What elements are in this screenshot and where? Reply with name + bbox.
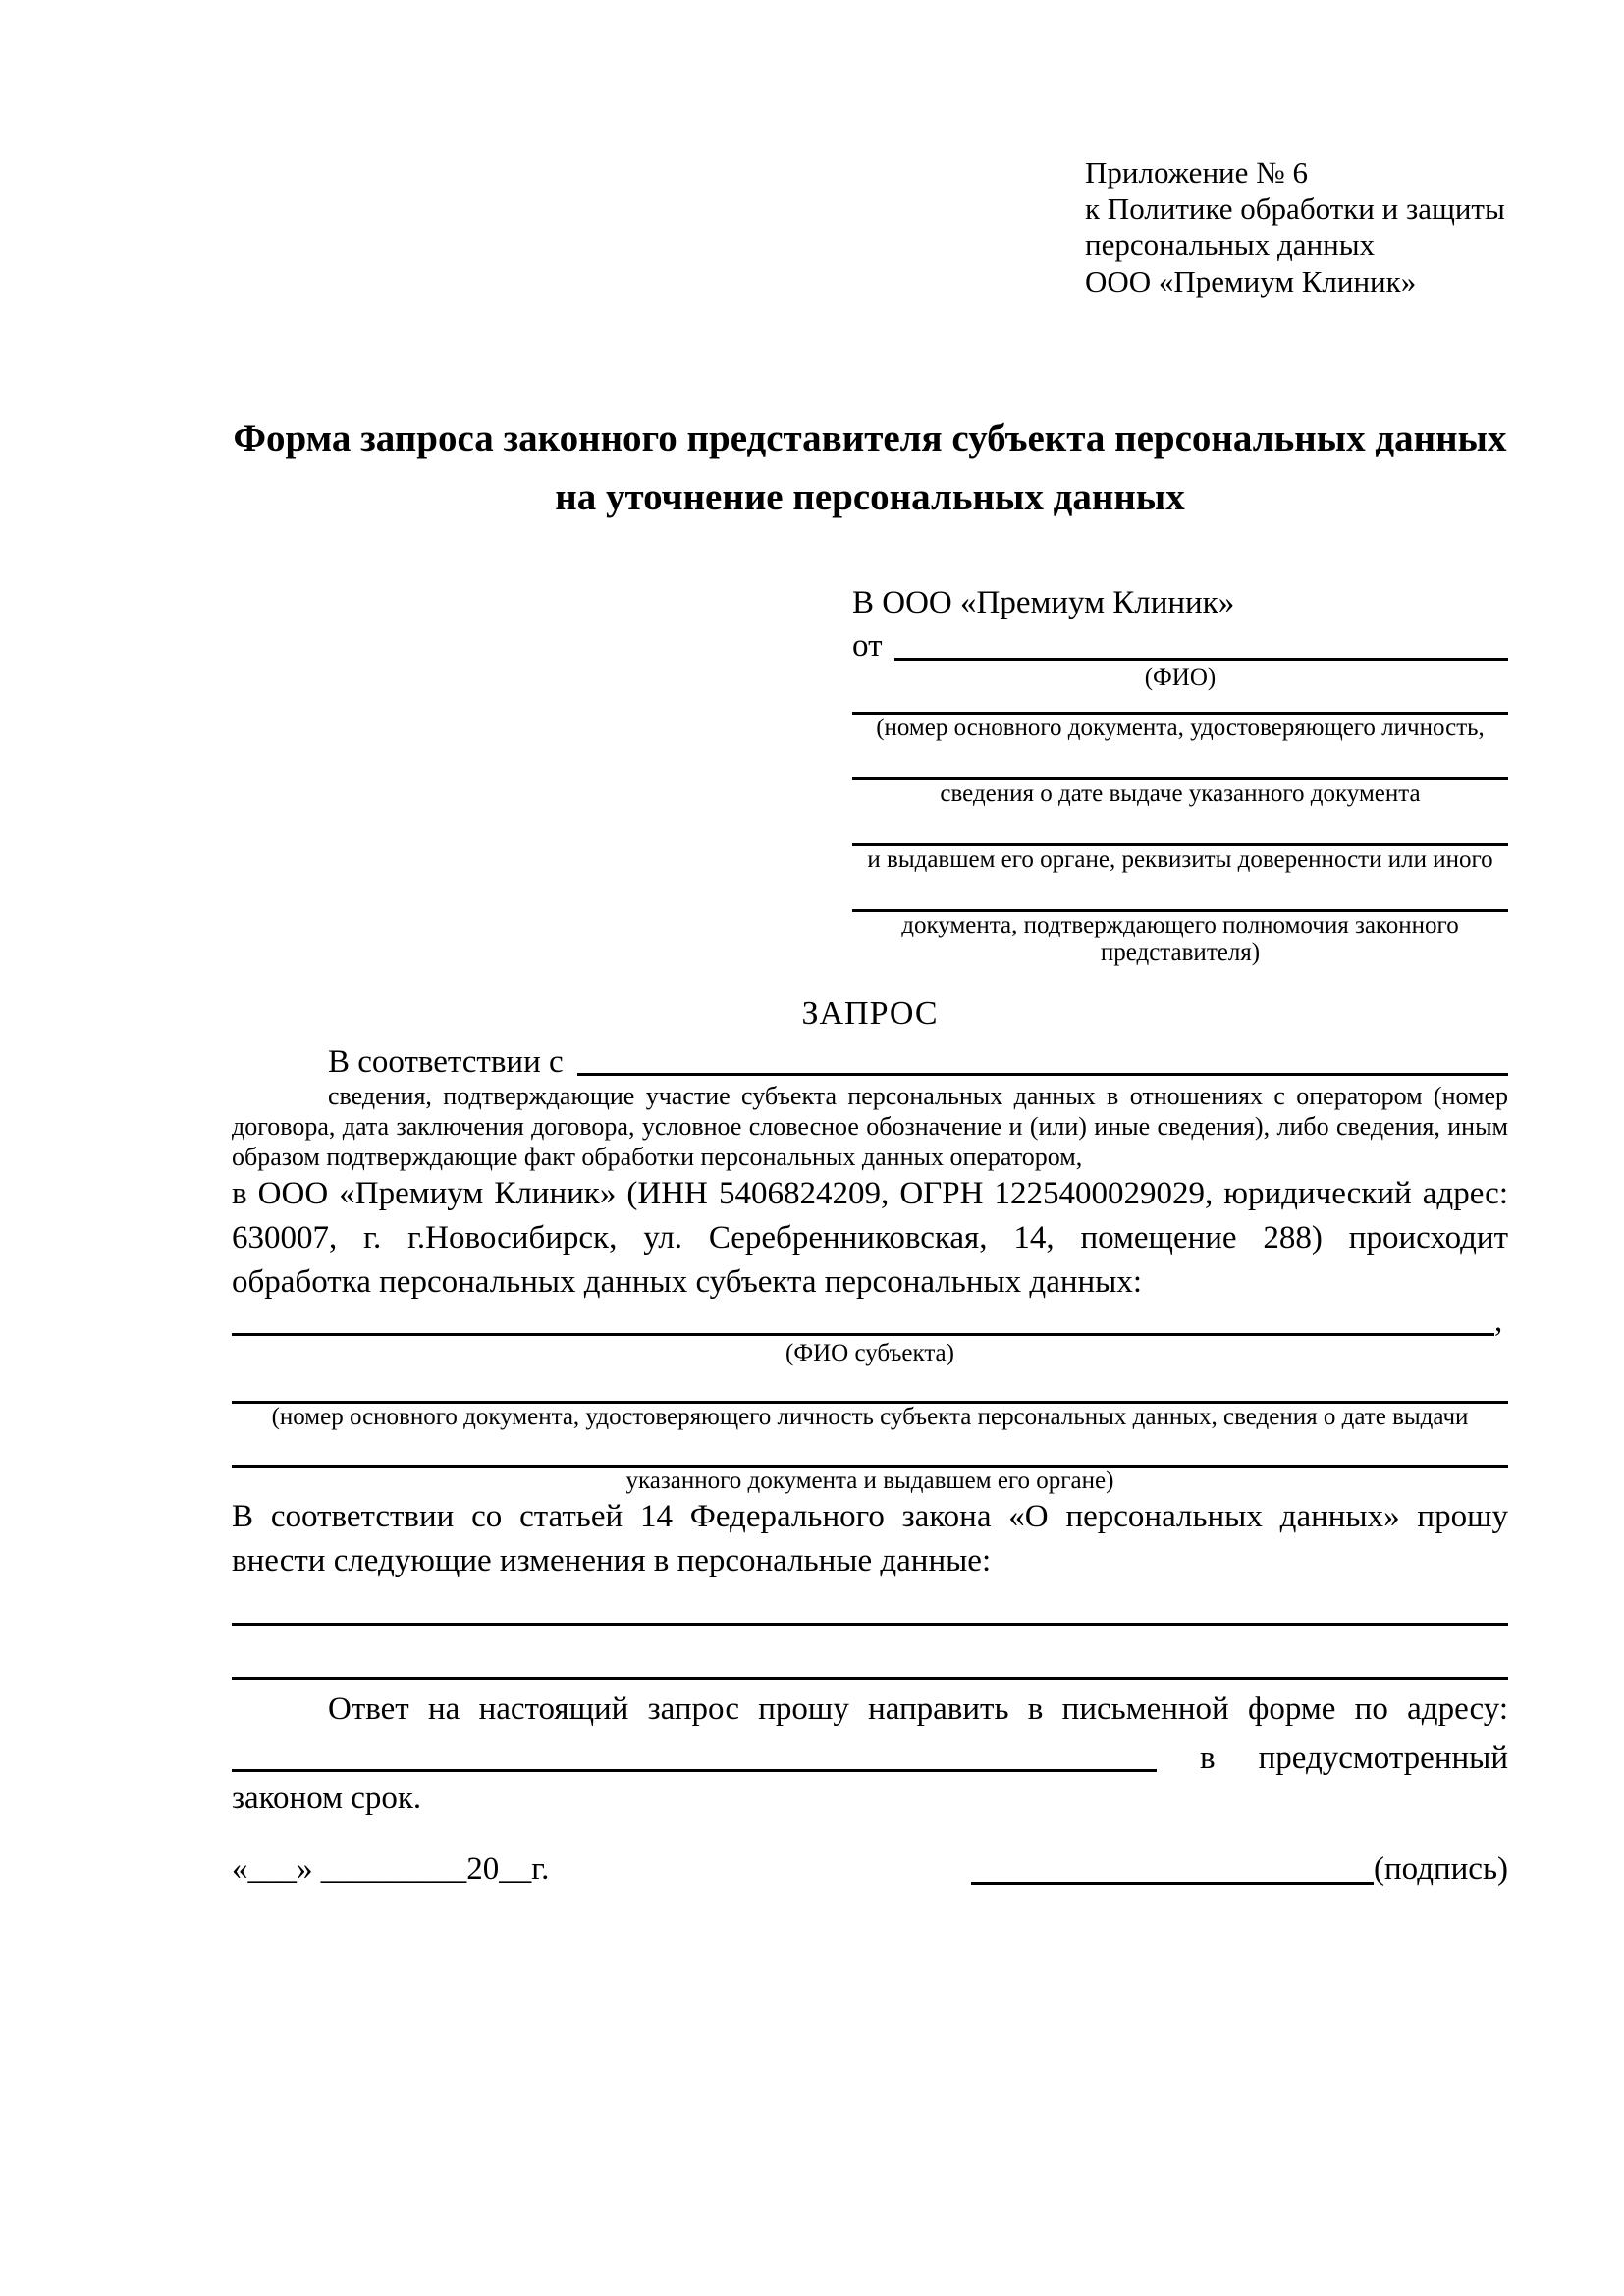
appendix-header xyxy=(1085,154,1508,299)
subject-fio-field xyxy=(232,1305,1508,1340)
answer-address-blank-line xyxy=(232,1769,1157,1772)
date-blank: «___» _________20__г. xyxy=(232,1851,550,1887)
from-field xyxy=(852,623,1508,665)
policy-reference-line1: к Политике обработки и защиты xyxy=(1085,191,1505,226)
subject-doc-field xyxy=(232,1367,1508,1431)
appendix-number: Приложение № 6 xyxy=(1085,155,1308,189)
answer-address-field xyxy=(232,1732,1508,1777)
changes-blank-line-1 xyxy=(232,1623,1508,1626)
addressee-company: В ООО «Премиум Клиник» xyxy=(852,585,1235,620)
form-title-line2: на уточнение персональных данных xyxy=(555,476,1185,518)
blank-line xyxy=(852,874,1508,912)
field-caption: (номер основного документа, удостоверяющего личность, xyxy=(876,715,1485,741)
subject-doc-field xyxy=(232,1431,1508,1495)
subject-doc-caption1: (номер основного документа, удостоверяющего личность субъекта персональных данных, сведения о дате выдачи xyxy=(271,1404,1469,1430)
basis-blank-line xyxy=(577,1073,1508,1076)
field-caption: и выдавшем его органе, реквизиты доверенности или иного xyxy=(867,846,1493,873)
representative-doc-field xyxy=(852,692,1508,742)
blank-line xyxy=(852,692,1508,715)
request-heading: ЗАПРОС xyxy=(801,995,939,1032)
basis-label: В соответствии с xyxy=(328,1044,564,1080)
policy-reference-line2: персональных данных xyxy=(1085,228,1376,262)
operator-paragraph: в ООО «Премиум Клиник» (ИНН 5406824209, ОГРН 1225400029029, юридический адрес: 630007, г. г.Новосибирск, ул. Серебренниковская, 14, помещение 288) происходит обработка персональных данных субъекта персональных данных: xyxy=(232,1176,1508,1300)
changes-blank-line-2 xyxy=(232,1677,1508,1680)
basis-field xyxy=(232,1036,1508,1081)
signature-row xyxy=(232,1848,1508,1890)
blank-line xyxy=(852,742,1508,780)
representative-doc-field xyxy=(852,874,1508,967)
subject-doc-caption2: указанного документа и выдавшем его органе) xyxy=(625,1468,1114,1494)
law-paragraph: В соответствии со статьей 14 Федерального закона «О персональных данных» прошу внести следующие изменения в персональные данные: xyxy=(232,1499,1508,1578)
form-title-line1: Форма запроса законного представителя субъекта персональных данных xyxy=(233,417,1507,459)
answer-paragraph-tail: законом срок. xyxy=(232,1781,422,1816)
subject-fio-blank-line xyxy=(232,1333,1494,1336)
subject-fio-caption: (ФИО субъекта) xyxy=(785,1340,954,1366)
fio-caption: (ФИО) xyxy=(1144,665,1217,691)
signature-blank-line xyxy=(971,1882,1374,1885)
blank-line xyxy=(852,808,1508,846)
representative-doc-field xyxy=(852,808,1508,874)
signature-caption: (подпись) xyxy=(1374,1851,1508,1887)
signature-field xyxy=(971,1848,1508,1890)
company-name: ООО «Премиум Клиник» xyxy=(1085,264,1417,298)
basis-footnote: сведения, подтверждающие участие субъекта персональных данных в отношениях с оператором (номер договора, дата заключения договора, условное словесное обозначение и (или) иные сведения), либо сведения, иным образом подтверждающие факт обработки персональных данных оператором, xyxy=(232,1082,1508,1171)
from-label: от xyxy=(852,628,883,664)
blank-line xyxy=(232,1431,1508,1468)
field-caption: сведения о дате выдаче указанного документа xyxy=(940,780,1421,807)
field-caption: документа, подтверждающего полномочия законного представителя) xyxy=(901,912,1459,966)
line-suffix-comma: , xyxy=(1494,1304,1503,1339)
form-title xyxy=(232,409,1508,527)
addressee-block xyxy=(852,582,1508,967)
answer-word-v: в xyxy=(1200,1740,1216,1776)
representative-doc-field xyxy=(852,742,1508,808)
answer-word-predusmotrenny: предусмотренный xyxy=(1258,1740,1508,1776)
answer-paragraph-line1: Ответ на настоящий запрос прошу направить в письменной форме по адресу: xyxy=(328,1691,1508,1727)
blank-line xyxy=(232,1367,1508,1404)
from-blank-line xyxy=(894,658,1509,661)
